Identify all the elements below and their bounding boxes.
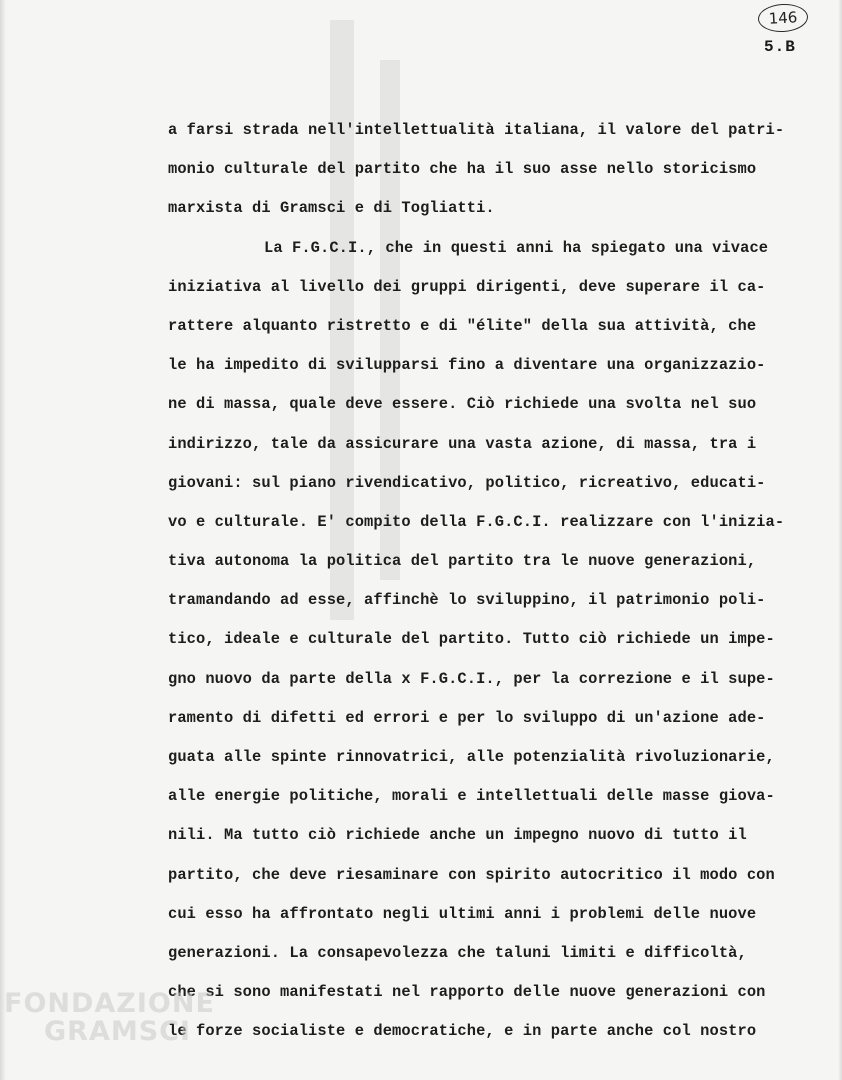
watermark-line-2: GRAMSCI xyxy=(44,1016,192,1047)
text-line: La F.G.C.I., che in questi anni ha spiegato una vivace xyxy=(264,238,769,257)
text-line: generazioni. La consapevolezza che taluni limiti e difficoltà, xyxy=(168,943,747,962)
text-line: partito, che deve riesaminare con spirito autocritico il modo con xyxy=(168,865,775,884)
text-line: cui esso ha affrontato negli ultimi anni i problemi delle nuove xyxy=(168,904,757,923)
page-number: 5.B xyxy=(764,38,796,56)
text-line: ramento di difetti ed errori e per lo sviluppo di un'azione ade- xyxy=(168,708,766,727)
text-line: le forze socialiste e democratiche, e in parte anche col nostro xyxy=(168,1022,757,1041)
text-line: alle energie politiche, morali e intellettuali delle masse giova- xyxy=(168,787,775,806)
foundation-watermark xyxy=(4,990,215,1046)
text-line: nili. Ma tutto ciò richiede anche un impegno nuovo di tutto il xyxy=(168,826,747,845)
text-line: marxista di Gramsci e di Togliatti. xyxy=(168,199,495,218)
text-line: tramandando ad esse, affinchè lo sviluppino, il patrimonio poli- xyxy=(168,591,766,610)
text-line: rattere alquanto ristretto e di "élite" della sua attività, che xyxy=(168,316,757,335)
text-line: ne di massa, quale deve essere. Ciò richiede una svolta nel suo xyxy=(168,395,757,414)
text-line: indirizzo, tale da assicurare una vasta azione, di massa, tra i xyxy=(168,434,757,453)
typewritten-text-body xyxy=(168,117,808,1058)
text-line: guata alle spinte rinnovatrici, alle potenzialità rivoluzionarie, xyxy=(168,748,775,766)
text-line: a farsi strada nell'intellettualità italiana, il valore del patri- xyxy=(168,121,785,139)
text-line: gno nuovo da parte della x F.G.C.I., per la correzione e il supe- xyxy=(168,669,775,688)
text-line: monio culturale del partito che ha il suo asse nello storicismo xyxy=(168,160,757,179)
text-line: tico, ideale e culturale del partito. Tutto ciò richiede un impe- xyxy=(168,630,775,649)
text-line: vo e culturale. E' compito della F.G.C.I. realizzare con l'inizia- xyxy=(168,512,785,531)
archive-number-stamp: 146 xyxy=(757,3,808,34)
text-line: le ha impedito di svilupparsi fino a diventare una organizzazio- xyxy=(168,356,766,375)
text-line: tiva autonoma la politica del partito tra le nuove generazioni, xyxy=(168,552,757,571)
text-line: giovani: sul piano rivendicativo, politico, ricreativo, educati- xyxy=(168,473,766,492)
scan-edge-left xyxy=(0,0,6,1080)
text-line: che si sono manifestati nel rapporto delle nuove generazioni con xyxy=(168,983,766,1002)
scan-edge-right xyxy=(838,0,842,1080)
watermark-line-1: FONDAZIONE xyxy=(4,988,215,1019)
text-line: iniziativa al livello dei gruppi dirigenti, deve superare il ca- xyxy=(168,277,766,296)
